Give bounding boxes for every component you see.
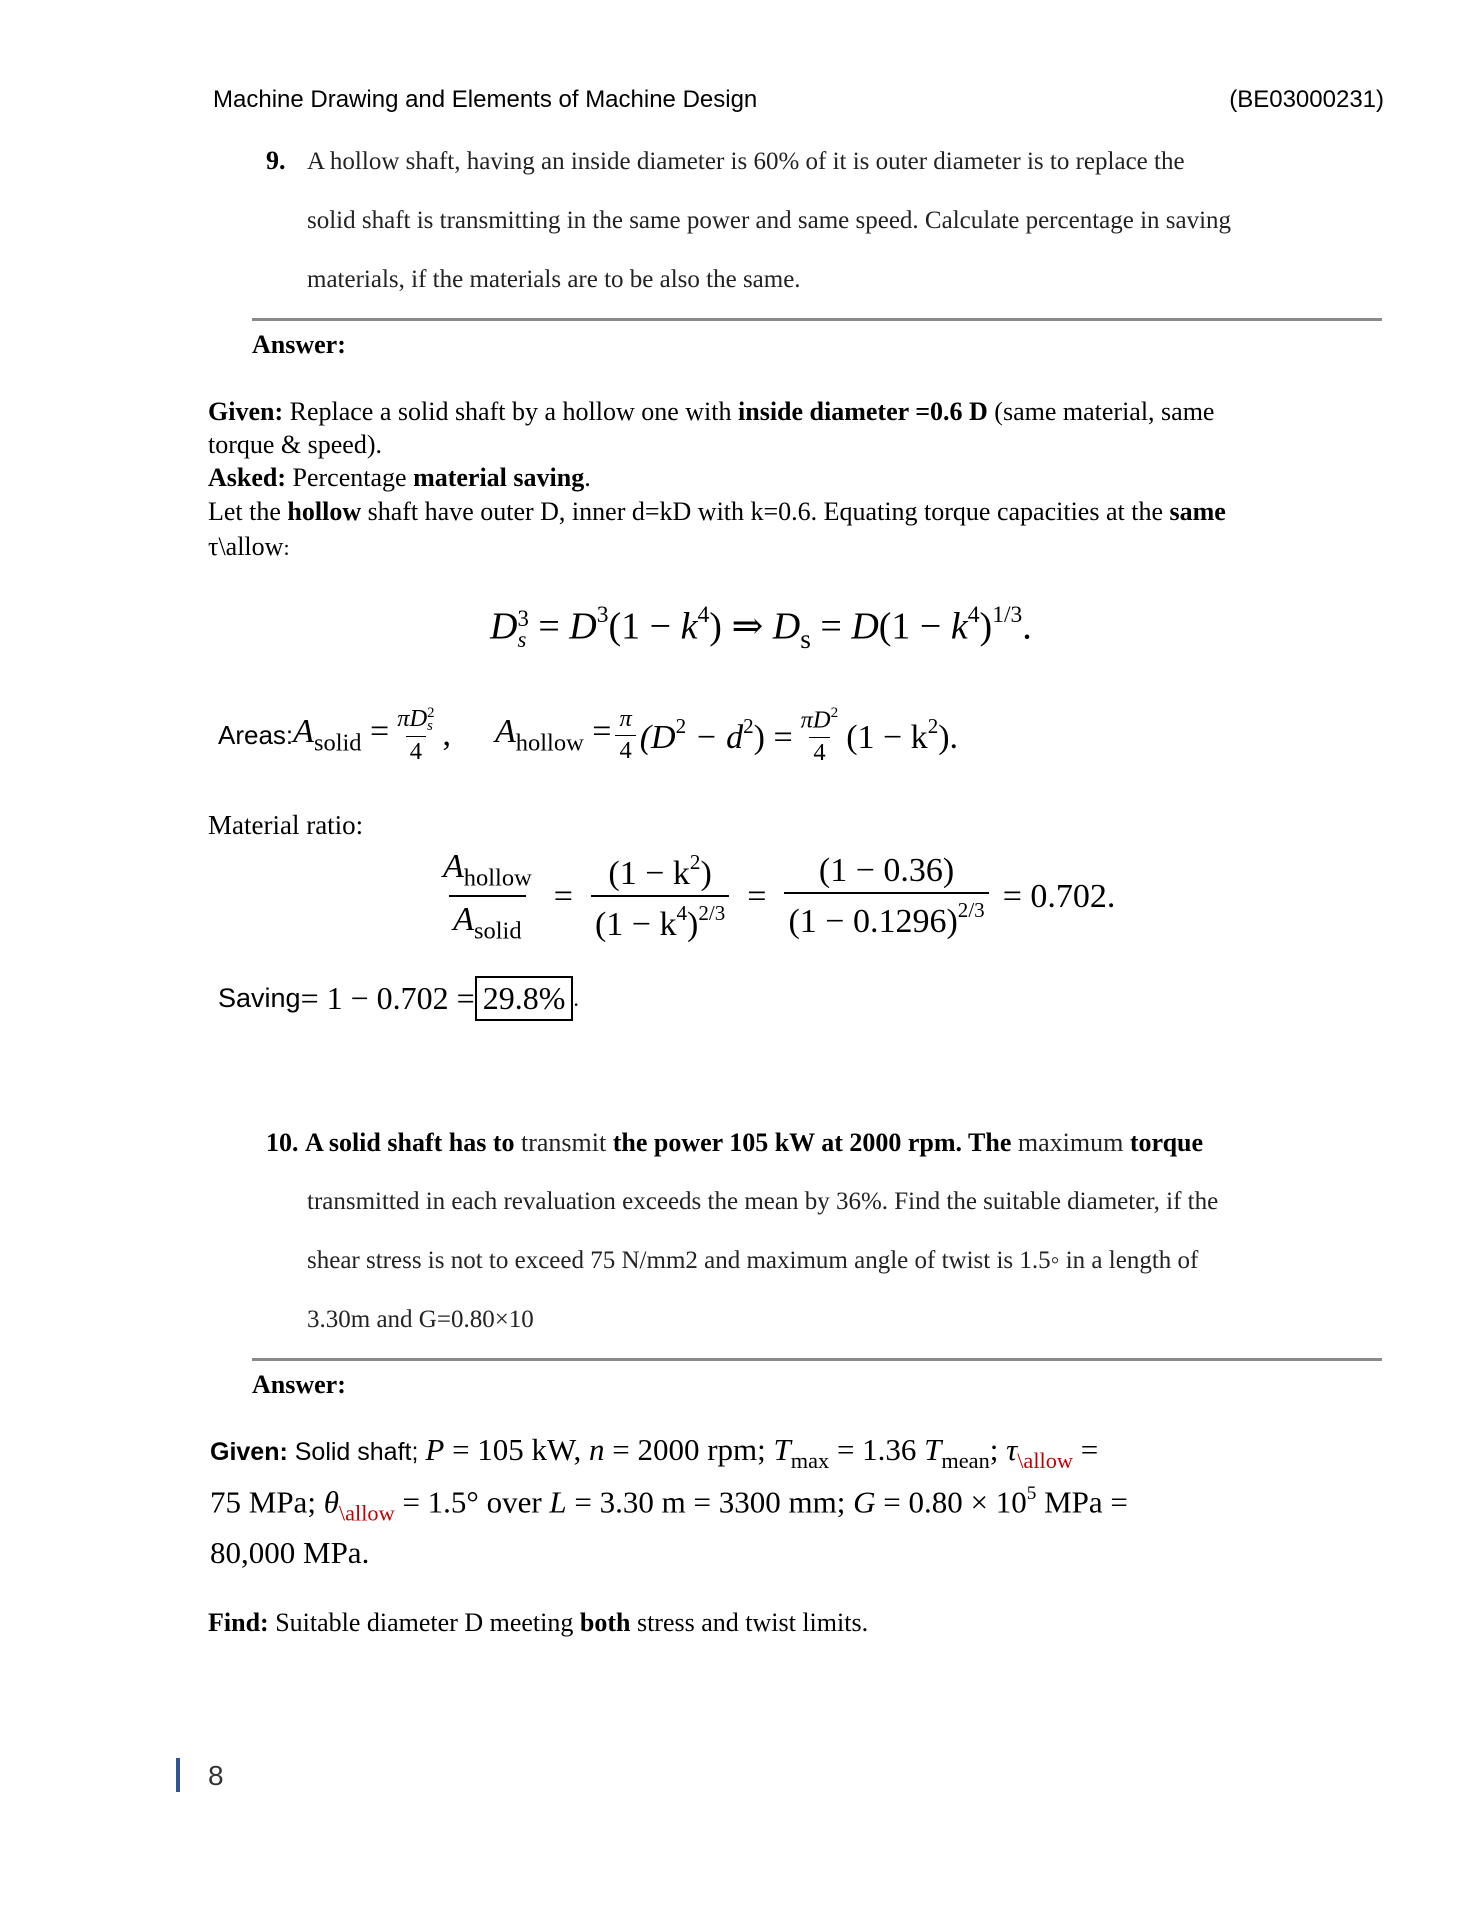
header-course-code: (BE03000231) [1229,86,1384,113]
page-number: 8 [208,1760,224,1791]
question-10-line-2: transmitted in each revaluation exceeds the mean by 36%. Find the suitable diameter, if the [307,1188,1219,1215]
saving-boxed-answer: 29.8% [475,976,574,1021]
question-9-line-3: materials, if the materials are to be also the same. [307,266,801,293]
header-course-title: Machine Drawing and Elements of Machine Design [213,86,758,113]
page-number-bar [176,1758,180,1792]
question-9-divider [252,318,1382,321]
question-10-line-4: 3.30m and G=0.80×10 [307,1306,534,1333]
q10-find-line: Find: Suitable diameter D meeting both stress and twist limits. [208,1608,869,1637]
equation-material-ratio: $\frac{A_{hollow}}{A_{solid}}$ = $\frac{(1 - k^2)}{(1 - k^4)^{2/3}}$ = $\frac{(1 - 0.36)}{(1 - 0.1296)^{2/3}}$ = 0.702. [443,848,1116,945]
saving-result-line: Saving = 1 − 0.702 = 29.8% . [218,976,579,1021]
q10-given-line-3: 80,000 MPa. [210,1535,370,1570]
q10-given-line-2: 75 MPa; $\theta_{\backslash allow} = 1.5^\circ$ over L = 3.30 m = 3300 mm; $G = 0.80 \times 10^5$ MPa = [210,1483,1128,1526]
q9-given-line-2: torque & speed). [208,430,383,459]
q9-given-line-1: Given: Replace a solid shaft by a hollow one with inside diameter =0.6 D (same material, same [208,397,1215,426]
equation-diameter-relation: D3 $s = D^3(1 - k^4)$ ⇒ $D_s = D(1 - k^4)^{1/3}$. [490,602,1032,655]
q9-let-line: Let the hollow shaft have outer D, inner d=kD with k=0.6. Equating torque capacities at the same [208,497,1226,526]
question-10-line-1: 10. A solid shaft has to transmit the power 105 kW at 2000 rpm. The maximum torque [266,1128,1204,1157]
answer-label-9: Answer: [252,330,346,359]
answer-label-10: Answer: [252,1370,346,1399]
question-9-line-2: solid shaft is transmitting in the same power and same speed. Calculate percentage in saving [307,207,1232,234]
equation-areas: Areas: $A_{solid}$ = πD2 s 4 , $A_{hollow}$ = $\frac{\pi}{4}$ $(D^2 - d^2)$ = $\frac{\pi D^2}{4}$ $(1 - k^2)$. [218,704,959,766]
question-10-divider [252,1358,1382,1361]
q9-tau-allow: τ\allow: [208,532,290,561]
q10-given-line-1: Given: Solid shaft; P = 105 kW, n = 2000 rpm; $T_{max} = 1.36$ $T_{mean}$; $\tau_{\backslash allow}$ = [210,1432,1099,1473]
q9-asked-line: Asked: Percentage material saving. [208,463,591,492]
question-9-number: 9. [266,146,286,175]
material-ratio-label: Material ratio: [208,810,364,840]
question-9-line-1: A hollow shaft, having an inside diameter is 60% of it is outer diameter is to replace the [307,148,1185,175]
question-10-line-3: shear stress is not to exceed 75 N/mm2 and maximum angle of twist is 1.5◦ in a length of [307,1247,1199,1274]
